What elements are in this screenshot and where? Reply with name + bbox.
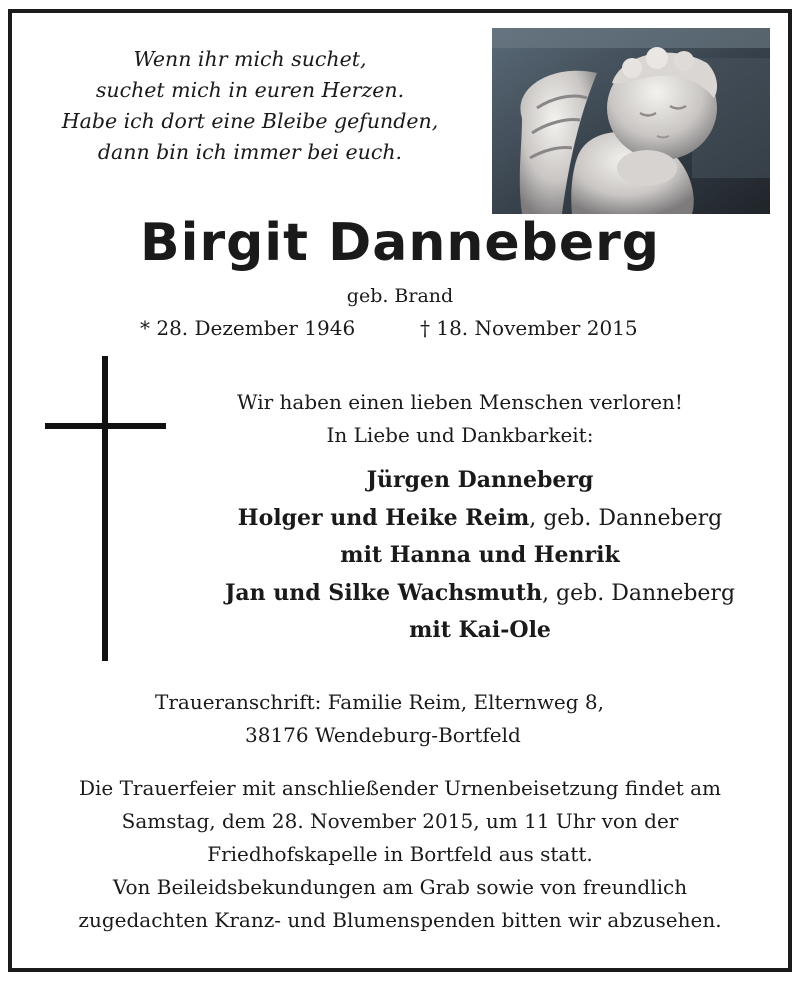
family-name: mit Kai-Ole [409,617,551,643]
family-line [150,612,800,650]
ceremony-line: Von Beileidsbekundungen am Grab sowie von freundlich [112,875,688,899]
angel-statue-icon [492,28,770,214]
address-line-2: 38176 Wendeburg-Bortfeld [245,723,521,747]
poem-line: Wenn ihr mich suchet, [133,47,367,71]
cross-icon [102,356,108,661]
intro-line: Wir haben einen lieben Menschen verloren! [237,390,683,414]
deceased-name: Birgit Danneberg [139,213,661,273]
intro-line: In Liebe und Dankbarkeit: [326,423,594,447]
family-suffix: , geb. Danneberg [529,505,723,531]
address-line-1: Traueranschrift: Familie Reim, Elternweg 8, [155,690,605,714]
family-name: Jürgen Danneberg [366,467,594,493]
death-date: † 18. November 2015 [420,316,638,340]
birth-date: * 28. Dezember 1946 [140,316,356,340]
ceremony-line: zugedachten Kranz- und Blumenspenden bitten wir abzusehen. [78,908,722,932]
ceremony-text [20,772,780,937]
poem-line: dann bin ich immer bei euch. [97,140,403,164]
ceremony-line: Samstag, dem 28. November 2015, um 11 Uhr von der [121,809,679,833]
family-line [150,575,800,613]
family-name: mit Hanna und Henrik [340,542,620,568]
ceremony-line: Friedhofskapelle in Bortfeld aus statt. [207,842,593,866]
family-line [150,462,800,500]
cross-icon-beam [45,423,166,429]
poem-line: suchet mich in euren Herzen. [95,78,405,102]
ceremony-line: Die Trauerfeier mit anschließender Urnenbeisetzung findet am [78,776,722,800]
maiden-name: geb. Brand [346,285,454,307]
family-line [150,537,800,575]
intro-text [180,386,740,452]
family-suffix: , geb. Danneberg [542,580,736,606]
poem [40,44,460,168]
poem-line: Habe ich dort eine Bleibe gefunden, [61,109,439,133]
family-list [150,462,800,650]
family-name: Jan und Silke Wachsmuth [224,579,543,606]
family-line [150,500,800,538]
angel-statue-photo [492,28,770,214]
family-name: Holger und Heike Reim [237,504,530,531]
